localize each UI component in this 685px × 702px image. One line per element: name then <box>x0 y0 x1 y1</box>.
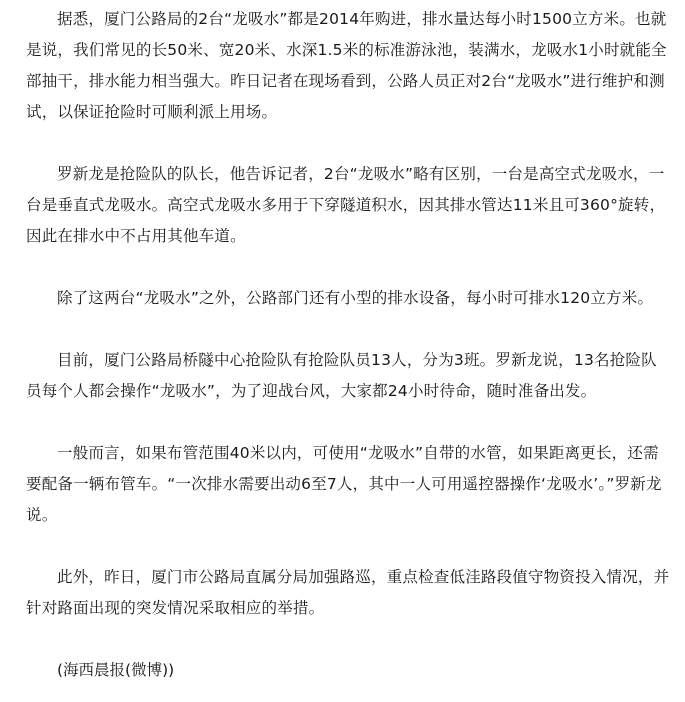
article-paragraph-1: 据悉，厦门公路局的2台“龙吸水”都是2014年购进，排水量达每小时1500立方米。也就是说，我们常见的长50米、宽20米、水深1.5米的标准游泳池，装满水，龙吸水1小时就能全部抽干，排水能力相当强大。昨日记者在现场看到，公路人员正对2台“龙吸水”进行维护和测试，以保证抢险时可顺利派上用场。 <box>26 10 667 121</box>
article-paragraph-2: 罗新龙是抢险队的队长，他告诉记者，2台“龙吸水”略有区别，一台是高空式龙吸水，一台是垂直式龙吸水。高空式龙吸水多用于下穿隧道积水，因其排水管达11米且可360°旋转，因此在排水中不占用其他车道。 <box>26 165 666 245</box>
article-paragraph-4: 目前，厦门公路局桥隧中心抢险队有抢险队员13人，分为3班。罗新龙说，13名抢险队员每个人都会操作“龙吸水”，为了迎战台风，大家都24小时待命，随时准备出发。 <box>26 351 657 400</box>
article-source: (海西晨报(微博)) <box>57 661 175 679</box>
article-paragraph-6: 此外，昨日，厦门市公路局直属分局加强路巡，重点检查低洼路段值守物资投入情况，并针对路面出现的突发情况采取相应的举措。 <box>26 568 670 617</box>
article-paragraph-3: 除了这两台“龙吸水”之外，公路部门还有小型的排水设备，每小时可排水120立方米。 <box>57 289 654 307</box>
article-body <box>26 4 671 702</box>
article-paragraph-5: 一般而言，如果布管范围40米以内，可使用“龙吸水”自带的水管，如果距离更长，还需要配备一辆布管车。“一次排水需要出动6至7人，其中一人可用遥控器操作‘龙吸水’。”罗新龙说。 <box>26 444 662 524</box>
